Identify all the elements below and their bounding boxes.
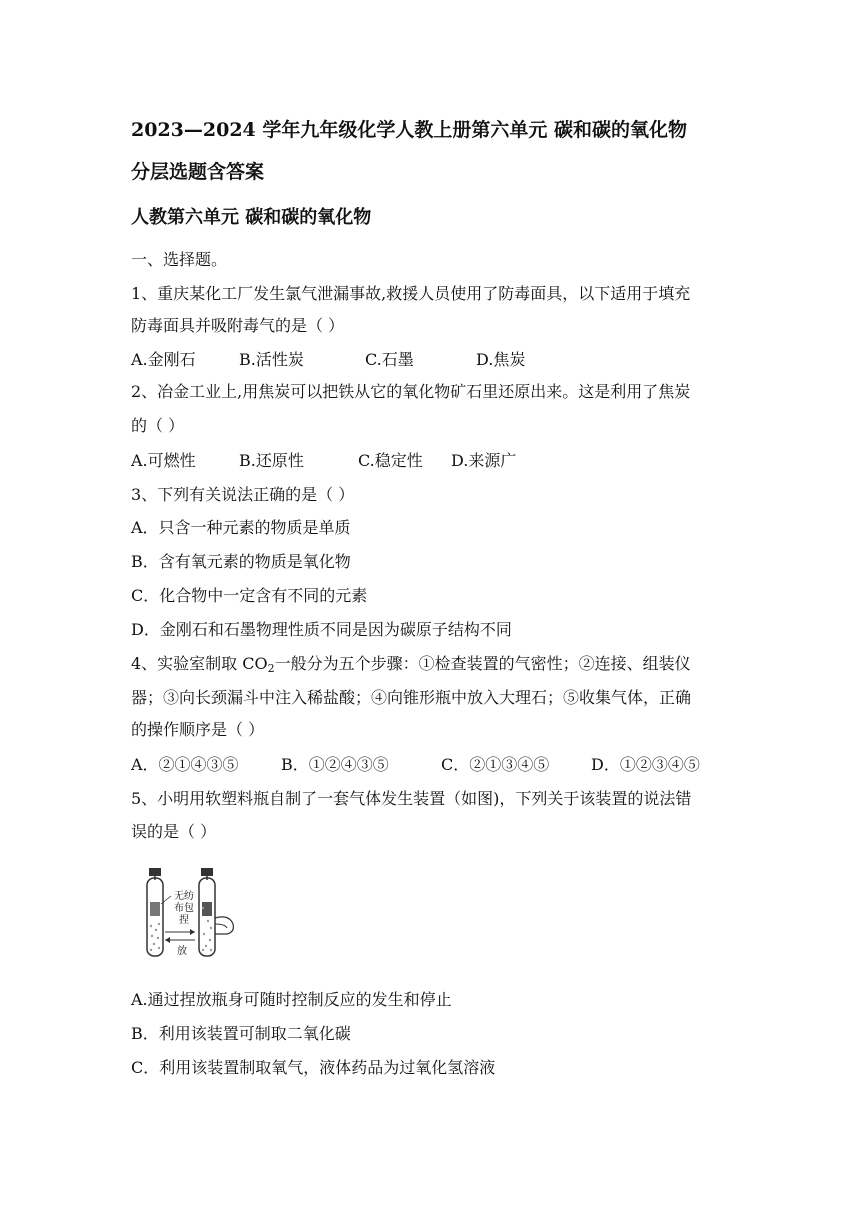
left-liquid bbox=[150, 923, 160, 951]
question-2-text-line-2: 的（ ） bbox=[131, 416, 185, 435]
figure-label: 放 bbox=[177, 946, 187, 957]
figure-label: 纺 bbox=[184, 891, 194, 902]
option-b: B.活性炭 bbox=[239, 350, 304, 369]
figure-label: 包 bbox=[184, 903, 194, 914]
figure-label: 布 bbox=[174, 903, 184, 914]
question-4-text-line-3: 的操作顺序是（ ） bbox=[131, 720, 265, 739]
unit-subtitle: 人教第六单元 碳和碳的氧化物 bbox=[131, 207, 372, 228]
question-3-option-c: C．化合物中一定含有不同的元素 bbox=[131, 586, 368, 605]
q4-text-post: 一般分为五个步骤：①检查装置的气密性；②连接、组装仪 bbox=[274, 654, 691, 673]
section-heading: 一、选择题。 bbox=[131, 250, 228, 269]
question-5-option-b: B．利用该装置可制取二氧化碳 bbox=[131, 1024, 351, 1043]
option-a: A．②①④③⑤ bbox=[131, 755, 239, 774]
document-title-line-1: 2023—2024 学年九年级化学人教上册第六单元 碳和碳的氧化物 bbox=[131, 119, 687, 141]
option-d: D.来源广 bbox=[451, 451, 517, 470]
question-1-text-line-1: 1、重庆某化工厂发生氯气泄漏事故,救援人员使用了防毒面具，以下适用于填充 bbox=[131, 284, 691, 303]
option-b: B．①②④③⑤ bbox=[281, 755, 389, 774]
question-3-text: 3、下列有关说法正确的是（ ） bbox=[131, 485, 355, 504]
left-cloth-bag bbox=[150, 902, 160, 916]
option-c: C．②①③④⑤ bbox=[441, 755, 550, 774]
option-b: B.还原性 bbox=[239, 451, 304, 470]
q4-subscript: 2 bbox=[267, 662, 275, 675]
question-5-text-line-2: 误的是（ ） bbox=[131, 822, 217, 841]
figure-label-group bbox=[173, 891, 195, 927]
option-d: D.焦炭 bbox=[476, 350, 526, 369]
question-1-text-line-2: 防毒面具并吸附毒气的是（ ） bbox=[131, 316, 345, 335]
question-4-text-line-2: 器；③向长颈漏斗中注入稀盐酸；④向锥形瓶中放入大理石；⑤收集气体，正确 bbox=[131, 688, 692, 707]
option-a: A.金刚石 bbox=[131, 350, 196, 369]
question-5-text-line-1: 5、小明用软塑料瓶自制了一套气体发生装置（如图)，下列关于该装置的说法错 bbox=[131, 789, 692, 808]
document-title-line-2: 分层选题含答案 bbox=[131, 161, 265, 183]
question-3-option-d: D．金刚石和石墨物理性质不同是因为碳原子结构不同 bbox=[131, 620, 512, 639]
question-4-text-line-1 bbox=[131, 654, 691, 679]
gas-generator-apparatus-figure bbox=[131, 866, 241, 966]
option-c: C.稳定性 bbox=[358, 451, 423, 470]
question-3-option-b: B．含有氧元素的物质是氧化物 bbox=[131, 552, 351, 571]
question-5-option-c: C．利用该装置制取氧气，液体药品为过氧化氢溶液 bbox=[131, 1058, 496, 1077]
right-bottle bbox=[199, 878, 215, 956]
option-a: A.可燃性 bbox=[131, 451, 196, 470]
q4-text-pre: 4、实验室制取 CO bbox=[131, 654, 268, 673]
option-d: D．①②③④⑤ bbox=[591, 755, 700, 774]
question-3-option-a: A．只含一种元素的物质是单质 bbox=[131, 518, 351, 537]
question-5-option-a: A.通过捏放瓶身可随时控制反应的发生和停止 bbox=[131, 990, 452, 1009]
option-c: C.石墨 bbox=[365, 350, 414, 369]
question-2-text-line-1: 2、冶金工业上,用焦炭可以把铁从它的氧化物矿石里还原出来。这是利用了焦炭 bbox=[131, 382, 691, 401]
figure-label: 捏 bbox=[179, 915, 189, 926]
figure-label: 无 bbox=[174, 891, 184, 902]
